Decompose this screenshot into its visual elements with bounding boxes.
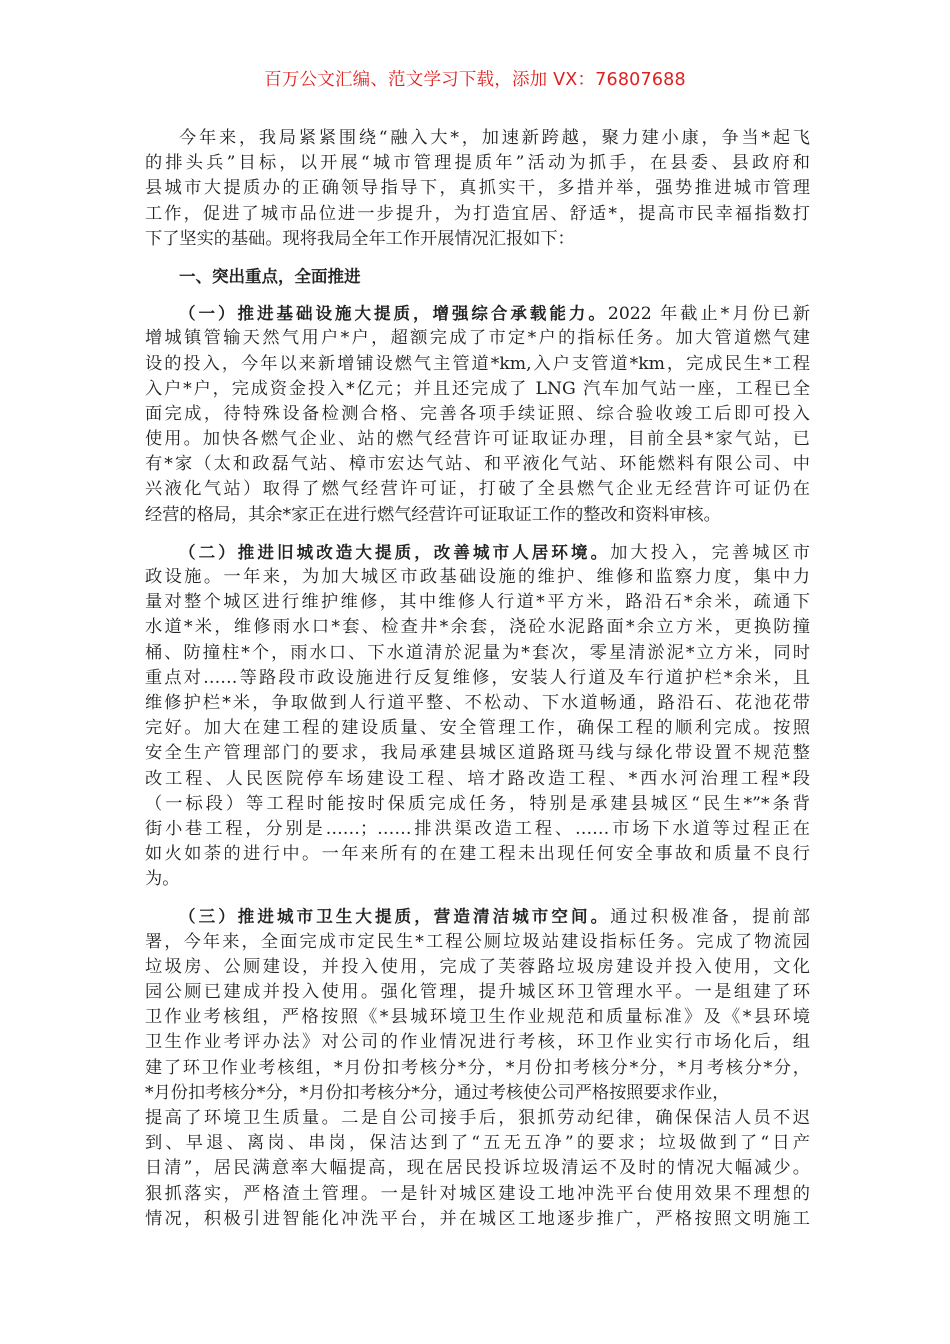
text-line: 有*家（太和政磊气站、樟市宏达气站、和平液化气站、环能燃料有限公司、中 bbox=[145, 454, 810, 475]
text-line: 工作，促进了城市品位进一步提升，为打造宜居、舒适*，提高市民幸福指数打 bbox=[145, 203, 810, 224]
text-line: 量对整个城区进行维护维修，其中维修人行道*平方米，路沿石*余米，疏通下 bbox=[145, 592, 810, 613]
text-line: 日清”，居民满意率大幅提高，现在居民投诉垃圾清运不及时的情况大幅减少。 bbox=[145, 1158, 810, 1179]
intro-paragraph bbox=[145, 126, 810, 252]
text-line: 狠抓落实，严格渣土管理。一是针对城区建设工地冲洗平台使用效果不理想的 bbox=[145, 1183, 810, 1204]
text-line bbox=[145, 904, 810, 929]
text-line: 街小巷工程，分别是……；……排洪渠改造工程、……市场下水道等过程正在 bbox=[145, 818, 810, 839]
text-line: 增城镇管输天然气用户*户，超额完成了市定*户的指标任务。加大管道燃气建 bbox=[145, 328, 810, 349]
text-line: 政设施。一年来，为加大城区市政基础设施的维护、维修和监察力度，集中力 bbox=[145, 567, 810, 587]
text-line: 为。 bbox=[145, 869, 180, 890]
text-line: 入户*户，完成资金投入*亿元；并且还完成了 LNG 汽车加气站一座，工程已全 bbox=[145, 378, 810, 399]
text-line: 使用。加快各燃气企业、站的燃气经营许可证取证办理，目前全县*家气站，已 bbox=[145, 429, 810, 450]
text-line: 设的投入，今年以来新增铺设燃气主管道*km,入户支管道*km，完成民生*工程 bbox=[145, 353, 810, 374]
text-line: 兴液化气站）取得了燃气经营许可证，打破了全县燃气企业无经营许可证仍在 bbox=[145, 479, 810, 500]
paragraph-old-city bbox=[145, 540, 810, 893]
text-line: 重点对……等路段市政设施进行反复维修，安装人行道及车行道护栏*余米，且 bbox=[145, 667, 810, 688]
text-line: 垃圾房、公厕建设，并投入使用，完成了芙蓉路垃圾房建设并投入使用，文化 bbox=[145, 956, 810, 977]
text-line bbox=[145, 301, 810, 326]
paragraph-sanitation bbox=[145, 904, 810, 1231]
section-heading: 一、突出重点，全面推进 bbox=[179, 266, 361, 286]
text-span: 加大投入，完善城区市 bbox=[610, 542, 810, 563]
paragraph-lead: （三）推进城市卫生大提质，营造清洁城市空间。 bbox=[179, 907, 611, 927]
paragraph-infrastructure bbox=[145, 301, 810, 528]
text-line: 的排头兵”目标，以开展“城市管理提质年”活动为抓手，在县委、县政府和 bbox=[145, 153, 810, 174]
text-line: 卫作业考核组，严格按照《*县城环境卫生作业规范和质量标准》及《*县环境 bbox=[145, 1007, 810, 1028]
text-line: 卫生作业考评办法》对公司的作业情况进行考核，环卫作业实行市场化后，组 bbox=[145, 1032, 810, 1053]
text-span: 2022 年截止*月份已新 bbox=[607, 304, 810, 325]
text-line: 水道*米，维修雨水口*套、检查井*余套，浇砼水泥路面*余立方米，更换防撞 bbox=[145, 617, 810, 638]
text-line: 完好。加大在建工程的建设质量、安全管理工作，确保工程的顺利完成。按照 bbox=[145, 718, 810, 739]
text-line: 到、早退、离岗、串岗，保洁达到了“五无五净”的要求；垃圾做到了“日产 bbox=[145, 1133, 810, 1154]
text-line: 建了环卫作业考核组，*月份扣考核分*分，*月份扣考核分*分，*月考核分*分， bbox=[145, 1057, 810, 1078]
text-line: 园公厕已建成并投入使用。强化管理，提升城区环卫管理水平。一是组建了环 bbox=[145, 982, 810, 1002]
text-line: 提高了环境卫生质量。二是自公司接手后，狠抓劳动纪律，确保保洁人员不迟 bbox=[145, 1107, 810, 1128]
text-line: 安全生产管理部门的要求，我局承建县城区道路斑马线与绿化带设置不规范整 bbox=[145, 743, 810, 764]
text-line: 维修护栏*米，争取做到人行道平整、不松动、下水道畅通，路沿石、花池花带 bbox=[145, 692, 810, 713]
text-line: 下了坚实的基础。现将我局全年工作开展情况汇报如下： bbox=[145, 228, 575, 249]
text-line: 情况，积极引进智能化冲洗平台，并在城区工地逐步推广，严格按照文明施工 bbox=[145, 1208, 810, 1229]
paragraph-lead: （一）推进基础设施大提质，增强综合承载能力。 bbox=[179, 304, 608, 324]
text-line: 改工程、人民医院停车场建设工程、培才路改造工程、*西水河治理工程*段 bbox=[145, 768, 810, 789]
watermark-header: 百万公文汇编、范文学习下载，添加 VX：76807688 bbox=[264, 70, 686, 90]
text-line: 如火如荼的进行中。一年来所有的在建工程未出现任何安全事故和质量不良行 bbox=[145, 844, 810, 865]
text-line: 面完成，待特殊设备检测合格、完善各项手续证照、综合验收竣工后即可投入 bbox=[145, 403, 810, 424]
text-line: 桶、防撞柱*个，雨水口、下水道清於泥量为*套次，零星清淤泥*立方米，同时 bbox=[145, 642, 810, 663]
text-line: 署，今年来，全面完成市定民生*工程公厕垃圾站建设指标任务。完成了物流园 bbox=[145, 931, 810, 952]
text-span: 通过积极准备，提前部 bbox=[610, 907, 810, 928]
text-line: 今年来，我局紧紧围绕“融入大*，加速新跨越，聚力建小康，争当*起飞 bbox=[179, 128, 810, 148]
text-line: （一标段）等工程时能按时保质完成任务，特别是承建县城区“民生*”*条背 bbox=[145, 793, 810, 814]
text-line: *月份扣考核分*分，*月份扣考核分*分，通过考核使公司严格按照要求作业， bbox=[145, 1082, 730, 1103]
text-line: 县城市大提质办的正确领导指导下，真抓实干，多措并举，强势推进城市管理 bbox=[145, 178, 810, 199]
text-line: 经营的格局，其余*家正在进行燃气经营许可证取证工作的整改和资料审核。 bbox=[145, 504, 721, 525]
text-line bbox=[145, 540, 810, 565]
paragraph-lead: （二）推进旧城改造大提质，改善城市人居环境。 bbox=[179, 542, 611, 562]
document-body bbox=[145, 126, 810, 1232]
